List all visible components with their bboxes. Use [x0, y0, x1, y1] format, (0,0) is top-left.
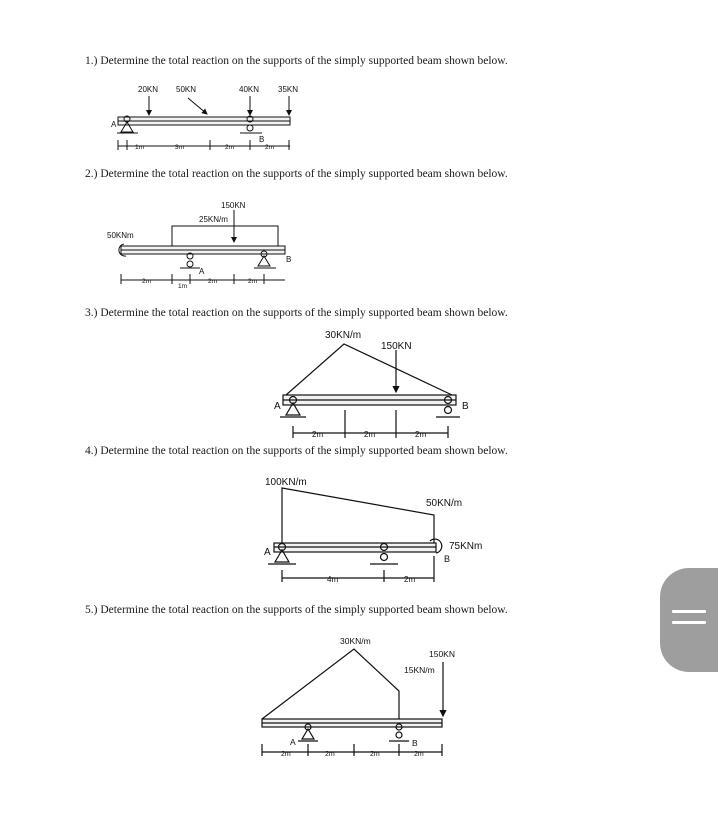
- dim-label: 1m: [135, 144, 145, 151]
- dim-label: 2m: [265, 144, 275, 151]
- support-label: B: [444, 554, 451, 564]
- dim-label: 2m: [208, 278, 218, 285]
- roller-support-a: [180, 253, 200, 268]
- load-label: 50KN: [176, 85, 197, 94]
- beam-figure-4: [268, 488, 442, 582]
- load-label: 15KN/m: [404, 665, 435, 675]
- dim-label: 3m: [175, 144, 185, 151]
- dim-label: 2m: [142, 278, 152, 285]
- question-2: 2.) Determine the total reaction on the supports of the simply supported beam shown below.: [85, 168, 508, 180]
- menu-lines-icon: [672, 610, 706, 630]
- dim-label: 2m: [414, 751, 424, 758]
- support-label: A: [290, 737, 296, 747]
- support-label: B: [286, 255, 292, 264]
- support-label: A: [199, 267, 205, 276]
- udl-label: 25KN/m: [199, 215, 228, 224]
- load-label: 20KN: [138, 85, 159, 94]
- dim-label: 1m: [178, 283, 188, 290]
- triangular-load: [262, 649, 399, 719]
- udl-block: [172, 226, 278, 246]
- load-label: 150KN: [221, 201, 246, 210]
- support-label: A: [274, 401, 281, 412]
- dim-label: 2m: [404, 575, 416, 584]
- support-label: B: [259, 135, 265, 144]
- load-label: 50KN/m: [426, 498, 463, 509]
- moment-label: 75KNm: [449, 541, 483, 552]
- dim-label: 2m: [225, 144, 235, 151]
- dim-label: 2m: [325, 751, 335, 758]
- question-4: 4.) Determine the total reaction on the supports of the simply supported beam shown below.: [85, 445, 508, 457]
- load-label: 100KN/m: [265, 477, 307, 488]
- dim-label: 2m: [415, 430, 427, 439]
- trapezoid-load: [282, 488, 434, 543]
- load-label: 150KN: [429, 649, 455, 659]
- load-arrow: [188, 98, 207, 114]
- load-label: 30KN/m: [340, 636, 371, 646]
- dim-label: 2m: [248, 278, 258, 285]
- load-label: 30KN/m: [325, 330, 362, 341]
- triangular-load: [286, 344, 452, 395]
- support-label: B: [462, 401, 469, 412]
- dim-label: 2m: [364, 430, 376, 439]
- question-5: 5.) Determine the total reaction on the supports of the simply supported beam shown below.: [85, 604, 508, 616]
- question-3: 3.) Determine the total reaction on the supports of the simply supported beam shown below.: [85, 307, 508, 319]
- beam-figure-3: [280, 344, 460, 438]
- moment-label: 50KNm: [107, 231, 134, 240]
- support-label: A: [264, 547, 271, 558]
- dim-label: 2m: [370, 751, 380, 758]
- dim-label: 2m: [312, 430, 324, 439]
- support-label: B: [412, 738, 418, 748]
- dim-label: 2m: [281, 751, 291, 758]
- load-label: 150KN: [381, 341, 412, 352]
- question-1: 1.) Determine the total reaction on the supports of the simply supported beam shown below.: [85, 55, 508, 67]
- support-label: A: [111, 120, 117, 129]
- load-label: 40KN: [239, 85, 260, 94]
- dim-label: 4m: [327, 575, 339, 584]
- load-label: 35KN: [278, 85, 299, 94]
